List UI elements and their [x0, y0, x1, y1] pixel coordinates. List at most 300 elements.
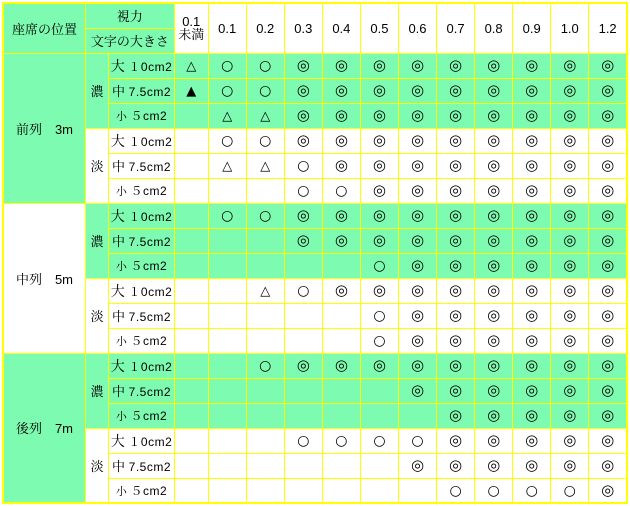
- grid-cell: [208, 478, 246, 503]
- grid-cell: [360, 153, 398, 178]
- grid-cell: [398, 453, 436, 478]
- grid-cell: [475, 478, 513, 503]
- grid-cell: [513, 328, 551, 353]
- double-circle-icon: ◎: [449, 231, 463, 249]
- double-circle-icon: ◎: [487, 406, 501, 424]
- double-circle-icon: ◎: [410, 331, 425, 349]
- grid-cell: [208, 303, 246, 328]
- row-label-size: 小 ５cm2: [109, 478, 175, 503]
- double-circle-icon: ◎: [410, 281, 425, 299]
- grid-cell: [589, 178, 627, 203]
- double-circle-icon: ◎: [334, 106, 348, 124]
- grid-cell: [551, 203, 589, 228]
- grid-cell: [589, 153, 627, 178]
- grid-cell: [174, 453, 208, 478]
- table-row: [3, 128, 627, 153]
- grid-cell: [284, 53, 322, 78]
- grid-cell: [322, 378, 360, 403]
- grid-cell: [589, 253, 627, 278]
- grid-cell: [322, 128, 360, 153]
- grid-cell: [360, 478, 398, 503]
- grid-cell: [398, 178, 436, 203]
- triangle-icon: △: [222, 108, 233, 124]
- double-circle-icon: ◎: [372, 81, 386, 99]
- row-label-position-2: 中列 5m: [3, 203, 85, 353]
- circle-icon: ○: [487, 482, 500, 499]
- grid-cell: [551, 103, 589, 128]
- grid-cell: [513, 78, 551, 103]
- grid-cell: [360, 228, 398, 253]
- double-circle-icon: ◎: [563, 356, 577, 374]
- grid-cell: [551, 128, 589, 153]
- grid-cell: [360, 278, 398, 303]
- grid-cell: [398, 278, 436, 303]
- grid-cell: [284, 103, 322, 128]
- grid-cell: [589, 53, 627, 78]
- grid-cell: [208, 53, 246, 78]
- grid-cell: [551, 328, 589, 353]
- double-circle-icon: ◎: [487, 181, 501, 199]
- grid-cell: [284, 453, 322, 478]
- double-circle-icon: ◎: [334, 356, 348, 374]
- double-circle-icon: ◎: [410, 81, 425, 99]
- grid-cell: [174, 478, 208, 503]
- double-circle-icon: ◎: [410, 106, 425, 124]
- grid-cell: [398, 128, 436, 153]
- circle-icon: ○: [259, 358, 272, 374]
- double-circle-icon: ◎: [563, 81, 577, 99]
- grid-cell: [322, 228, 360, 253]
- double-circle-icon: ◎: [334, 131, 348, 149]
- circle-icon: ○: [449, 482, 462, 499]
- grid-cell: [475, 103, 513, 128]
- double-circle-icon: ◎: [601, 81, 615, 99]
- grid-cell: [437, 228, 475, 253]
- double-circle-icon: ◎: [410, 256, 425, 274]
- grid-cell: [551, 478, 589, 503]
- grid-cell: [398, 103, 436, 128]
- double-circle-icon: ◎: [334, 281, 348, 299]
- grid-cell: [589, 203, 627, 228]
- grid-cell: [551, 403, 589, 428]
- double-circle-icon: ◎: [563, 231, 577, 249]
- double-circle-icon: ◎: [487, 256, 501, 274]
- double-circle-icon: ◎: [410, 456, 425, 474]
- circle-icon: ○: [297, 158, 310, 174]
- double-circle-icon: ◎: [601, 306, 615, 324]
- header-row-acuity: [3, 3, 627, 28]
- grid-cell: [208, 253, 246, 278]
- grid-cell: [513, 303, 551, 328]
- grid-cell: [437, 153, 475, 178]
- grid-cell: [398, 403, 436, 428]
- circle-icon: ○: [297, 433, 310, 449]
- double-circle-icon: ◎: [487, 106, 501, 124]
- double-circle-icon: ◎: [601, 331, 615, 349]
- grid-cell: [551, 178, 589, 203]
- double-circle-icon: ◎: [563, 156, 577, 174]
- double-circle-icon: ◎: [372, 281, 386, 299]
- grid-cell: [589, 228, 627, 253]
- grid-cell: [589, 103, 627, 128]
- double-circle-icon: ◎: [487, 456, 501, 474]
- grid-cell: [398, 478, 436, 503]
- grid-cell: [360, 303, 398, 328]
- grid-cell: [284, 403, 322, 428]
- grid-cell: [398, 228, 436, 253]
- grid-cell: [589, 128, 627, 153]
- double-circle-icon: ◎: [563, 256, 577, 274]
- grid-cell: [246, 478, 284, 503]
- row-label-size: 大 １0cm2: [109, 53, 175, 78]
- double-circle-icon: ◎: [449, 281, 463, 299]
- header-col-acuity-1.0: 1.0: [551, 3, 589, 53]
- double-circle-icon: ◎: [372, 181, 386, 199]
- grid-cell: [322, 53, 360, 78]
- grid-cell: [513, 403, 551, 428]
- grid-cell: [360, 53, 398, 78]
- grid-cell: [246, 253, 284, 278]
- grid-cell: [174, 403, 208, 428]
- grid-cell: [513, 53, 551, 78]
- double-circle-icon: ◎: [525, 56, 539, 74]
- table-row: [3, 203, 627, 228]
- header-col-acuity-0.4: 0.4: [322, 3, 360, 53]
- grid-cell: [551, 378, 589, 403]
- grid-cell: [551, 428, 589, 453]
- grid-cell: [398, 303, 436, 328]
- grid-cell: [513, 178, 551, 203]
- grid-cell: [551, 153, 589, 178]
- grid-cell: [360, 103, 398, 128]
- grid-cell: [246, 153, 284, 178]
- grid-cell: [284, 303, 322, 328]
- grid-cell: [360, 203, 398, 228]
- double-circle-icon: ◎: [525, 256, 539, 274]
- double-circle-icon: ◎: [410, 306, 425, 324]
- grid-cell: [398, 53, 436, 78]
- circle-icon: ○: [297, 283, 310, 299]
- double-circle-icon: ◎: [487, 231, 501, 249]
- grid-cell: [322, 478, 360, 503]
- double-circle-icon: ◎: [410, 356, 425, 374]
- double-circle-icon: ◎: [525, 331, 539, 349]
- grid-cell: [475, 403, 513, 428]
- grid-cell: [513, 103, 551, 128]
- grid-cell: [208, 178, 246, 203]
- double-circle-icon: ◎: [449, 256, 463, 274]
- grid-cell: [475, 378, 513, 403]
- double-circle-icon: ◎: [449, 381, 463, 399]
- grid-cell: [398, 328, 436, 353]
- grid-cell: [322, 178, 360, 203]
- double-circle-icon: ◎: [601, 256, 615, 274]
- grid-cell: [284, 428, 322, 453]
- double-circle-icon: ◎: [487, 356, 501, 374]
- grid-cell: [589, 353, 627, 378]
- grid-cell: [398, 78, 436, 103]
- double-circle-icon: ◎: [525, 206, 539, 224]
- grid-cell: [475, 228, 513, 253]
- grid-cell: [437, 328, 475, 353]
- grid-cell: [208, 128, 246, 153]
- double-circle-icon: ◎: [449, 81, 463, 99]
- circle-icon: ○: [221, 208, 234, 224]
- row-label-density-dark: 濃: [85, 353, 108, 428]
- double-circle-icon: ◎: [601, 231, 615, 249]
- grid-cell: [208, 378, 246, 403]
- grid-cell: [360, 353, 398, 378]
- grid-cell: [589, 78, 627, 103]
- circle-icon: ○: [297, 183, 310, 199]
- triangle-icon: △: [260, 158, 271, 174]
- grid-cell: [437, 303, 475, 328]
- double-circle-icon: ◎: [563, 406, 577, 424]
- double-circle-icon: ◎: [410, 56, 425, 74]
- grid-cell: [246, 428, 284, 453]
- grid-cell: [208, 153, 246, 178]
- row-label-density-light: 淡: [85, 278, 108, 353]
- row-label-size: 中 7.5cm2: [109, 78, 175, 103]
- row-label-position-1: 前列 3m: [3, 53, 85, 203]
- header-col-acuity-0.2: 0.2: [246, 3, 284, 53]
- double-circle-icon: ◎: [449, 206, 463, 224]
- double-circle-icon: ◎: [410, 156, 425, 174]
- grid-cell: [513, 478, 551, 503]
- double-circle-icon: ◎: [525, 431, 539, 449]
- grid-cell: [284, 253, 322, 278]
- table-row: [3, 353, 627, 378]
- double-circle-icon: ◎: [372, 106, 386, 124]
- double-circle-icon: ◎: [410, 131, 425, 149]
- header-col-acuity-0.8: 0.8: [475, 3, 513, 53]
- double-circle-icon: ◎: [563, 181, 577, 199]
- double-circle-icon: ◎: [563, 131, 577, 149]
- grid-cell: [322, 353, 360, 378]
- grid-cell: [589, 428, 627, 453]
- grid-cell: [174, 353, 208, 378]
- grid-cell: [284, 353, 322, 378]
- double-circle-icon: ◎: [372, 356, 386, 374]
- grid-cell: [513, 153, 551, 178]
- double-circle-icon: ◎: [449, 306, 463, 324]
- filled-triangle-icon: ▲: [186, 83, 197, 99]
- double-circle-icon: ◎: [601, 131, 615, 149]
- grid-cell: [246, 378, 284, 403]
- grid-cell: [475, 428, 513, 453]
- grid-cell: [208, 428, 246, 453]
- double-circle-icon: ◎: [601, 156, 615, 174]
- row-label-size: 中 7.5cm2: [109, 453, 175, 478]
- grid-cell: [322, 403, 360, 428]
- row-label-size: 中 7.5cm2: [109, 153, 175, 178]
- grid-cell: [437, 253, 475, 278]
- grid-cell: [174, 328, 208, 353]
- double-circle-icon: ◎: [334, 56, 348, 74]
- row-label-size: 大 １0cm2: [109, 128, 175, 153]
- grid-cell: [551, 278, 589, 303]
- double-circle-icon: ◎: [601, 356, 615, 374]
- grid-cell: [174, 228, 208, 253]
- grid-cell: [437, 403, 475, 428]
- grid-cell: [174, 428, 208, 453]
- grid-cell: [246, 128, 284, 153]
- circle-icon: ○: [525, 482, 538, 499]
- grid-cell: [437, 428, 475, 453]
- double-circle-icon: ◎: [525, 181, 539, 199]
- circle-icon: ○: [221, 58, 234, 74]
- grid-cell: [551, 228, 589, 253]
- grid-cell: [475, 203, 513, 228]
- grid-cell: [475, 453, 513, 478]
- grid-cell: [360, 403, 398, 428]
- grid-cell: [322, 78, 360, 103]
- grid-cell: [246, 203, 284, 228]
- grid-cell: [475, 303, 513, 328]
- row-label-size: 中 7.5cm2: [109, 228, 175, 253]
- grid-cell: [360, 428, 398, 453]
- row-label-size: 小 ５cm2: [109, 253, 175, 278]
- table-row: [3, 428, 627, 453]
- header-col-acuity-0.9: 0.9: [513, 3, 551, 53]
- circle-icon: ○: [373, 308, 386, 324]
- grid-cell: [398, 378, 436, 403]
- double-circle-icon: ◎: [410, 381, 425, 399]
- header-col-acuity-0.7: 0.7: [437, 3, 475, 53]
- double-circle-icon: ◎: [487, 81, 501, 99]
- grid-cell: [174, 253, 208, 278]
- double-circle-icon: ◎: [449, 406, 463, 424]
- double-circle-icon: ◎: [487, 56, 501, 74]
- header-col-acuity-0.6: 0.6: [398, 3, 436, 53]
- circle-icon: ○: [373, 333, 386, 349]
- double-circle-icon: ◎: [525, 281, 539, 299]
- circle-icon: ○: [259, 58, 272, 74]
- grid-cell: [246, 403, 284, 428]
- grid-cell: [322, 253, 360, 278]
- header-col-acuity-0.3: 0.3: [284, 3, 322, 53]
- circle-icon: ○: [221, 133, 234, 149]
- double-circle-icon: ◎: [372, 156, 386, 174]
- grid-cell: [284, 478, 322, 503]
- grid-cell: [284, 328, 322, 353]
- grid-cell: [246, 178, 284, 203]
- triangle-icon: △: [222, 158, 233, 174]
- header-col-acuity-1.2: 1.2: [589, 3, 627, 53]
- grid-cell: [475, 353, 513, 378]
- grid-cell: [551, 53, 589, 78]
- grid-cell: [246, 453, 284, 478]
- grid-cell: [437, 178, 475, 203]
- grid-cell: [475, 78, 513, 103]
- grid-cell: [360, 78, 398, 103]
- double-circle-icon: ◎: [410, 206, 425, 224]
- grid-cell: [208, 203, 246, 228]
- grid-cell: [208, 103, 246, 128]
- double-circle-icon: ◎: [525, 456, 539, 474]
- grid-cell: [208, 328, 246, 353]
- grid-cell: [398, 153, 436, 178]
- grid-cell: [174, 103, 208, 128]
- double-circle-icon: ◎: [487, 331, 501, 349]
- double-circle-icon: ◎: [601, 381, 615, 399]
- double-circle-icon: ◎: [296, 131, 310, 149]
- grid-cell: [360, 378, 398, 403]
- row-label-size: 大 １0cm2: [109, 278, 175, 303]
- double-circle-icon: ◎: [449, 131, 463, 149]
- circle-icon: ○: [335, 183, 348, 199]
- row-label-size: 小 ５cm2: [109, 328, 175, 353]
- row-label-size: 中 7.5cm2: [109, 303, 175, 328]
- circle-icon: ○: [373, 433, 386, 449]
- grid-cell: [246, 278, 284, 303]
- double-circle-icon: ◎: [487, 131, 501, 149]
- row-label-position-3: 後列 7m: [3, 353, 85, 503]
- double-circle-icon: ◎: [601, 106, 615, 124]
- grid-cell: [437, 478, 475, 503]
- grid-cell: [513, 453, 551, 478]
- double-circle-icon: ◎: [449, 456, 463, 474]
- grid-cell: [589, 403, 627, 428]
- row-label-size: 中 7.5cm2: [109, 378, 175, 403]
- grid-cell: [589, 378, 627, 403]
- double-circle-icon: ◎: [334, 231, 348, 249]
- grid-cell: [437, 203, 475, 228]
- circle-icon: ○: [259, 208, 272, 224]
- row-label-size: 小 ５cm2: [109, 178, 175, 203]
- double-circle-icon: ◎: [601, 181, 615, 199]
- grid-cell: [174, 153, 208, 178]
- double-circle-icon: ◎: [334, 81, 348, 99]
- grid-cell: [475, 253, 513, 278]
- grid-cell: [437, 378, 475, 403]
- grid-cell: [437, 353, 475, 378]
- double-circle-icon: ◎: [487, 206, 501, 224]
- grid-cell: [322, 303, 360, 328]
- grid-cell: [475, 328, 513, 353]
- double-circle-icon: ◎: [601, 480, 615, 499]
- grid-cell: [284, 203, 322, 228]
- grid-cell: [513, 428, 551, 453]
- grid-cell: [284, 78, 322, 103]
- grid-cell: [513, 378, 551, 403]
- grid-cell: [246, 53, 284, 78]
- grid-cell: [513, 203, 551, 228]
- grid-cell: [174, 178, 208, 203]
- double-circle-icon: ◎: [372, 56, 386, 74]
- table-row: [3, 278, 627, 303]
- double-circle-icon: ◎: [525, 156, 539, 174]
- double-circle-icon: ◎: [410, 231, 425, 249]
- table-row: [3, 53, 627, 78]
- grid-cell: [284, 378, 322, 403]
- row-label-size: 大 １0cm2: [109, 428, 175, 453]
- double-circle-icon: ◎: [601, 56, 615, 74]
- double-circle-icon: ◎: [601, 431, 615, 449]
- grid-cell: [437, 53, 475, 78]
- double-circle-icon: ◎: [563, 431, 577, 449]
- double-circle-icon: ◎: [601, 206, 615, 224]
- triangle-icon: △: [260, 283, 271, 299]
- grid-cell: [174, 303, 208, 328]
- header-size-label: 文字の大きさ: [85, 28, 174, 53]
- grid-cell: [475, 53, 513, 78]
- grid-cell: [208, 453, 246, 478]
- grid-cell: [284, 128, 322, 153]
- grid-cell: [174, 53, 208, 78]
- grid-cell: [475, 153, 513, 178]
- header-col-under-0_1: 0.1 未満: [174, 3, 208, 53]
